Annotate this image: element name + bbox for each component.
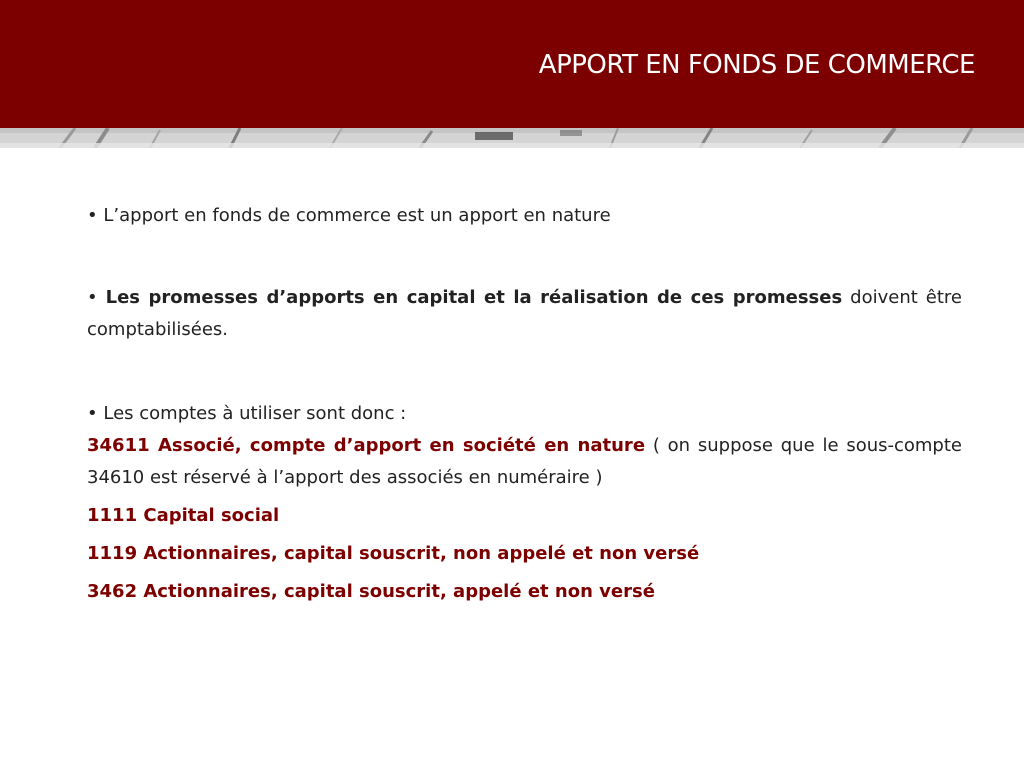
spacer [87, 346, 962, 398]
spacer [87, 232, 962, 282]
account-3462: 3462 Actionnaires, capital souscrit, appelé et non versé [87, 581, 655, 602]
slide-title: APPORT EN FONDS DE COMMERCE [538, 50, 975, 80]
bullet-icon: • [87, 287, 98, 308]
account-label: 34611 Associé, compte d’apport en société en nature [87, 435, 646, 456]
bullet-text: Les comptes à utiliser sont donc : [103, 403, 407, 424]
bullet-item-comptes [87, 398, 962, 430]
account-34611 [87, 430, 962, 494]
bullet-text: L’apport en fonds de commerce est un apport en nature [103, 205, 611, 226]
bullet-text: doivent être comptabilisées. [87, 287, 962, 340]
bullet-icon: • [87, 205, 98, 226]
photo-strip-image [0, 128, 1024, 148]
bullet-bold-text: Les promesses d’apports en capital et la réalisation de ces promesses [105, 287, 843, 308]
account-1111: 1111 Capital social [87, 505, 280, 526]
account-note: ( on suppose que le sous-compte 34610 est réservé à l’apport des associés en numéraire ) [87, 435, 962, 488]
bullet-icon: • [87, 403, 98, 424]
account-1119: 1119 Actionnaires, capital souscrit, non appelé et non versé [87, 543, 700, 564]
bullet-item-promesses [87, 282, 962, 346]
bullet-item-fonds [87, 200, 962, 232]
decorative-photo-strip [0, 128, 1024, 148]
title-banner [0, 0, 1024, 128]
slide-body [87, 200, 962, 608]
